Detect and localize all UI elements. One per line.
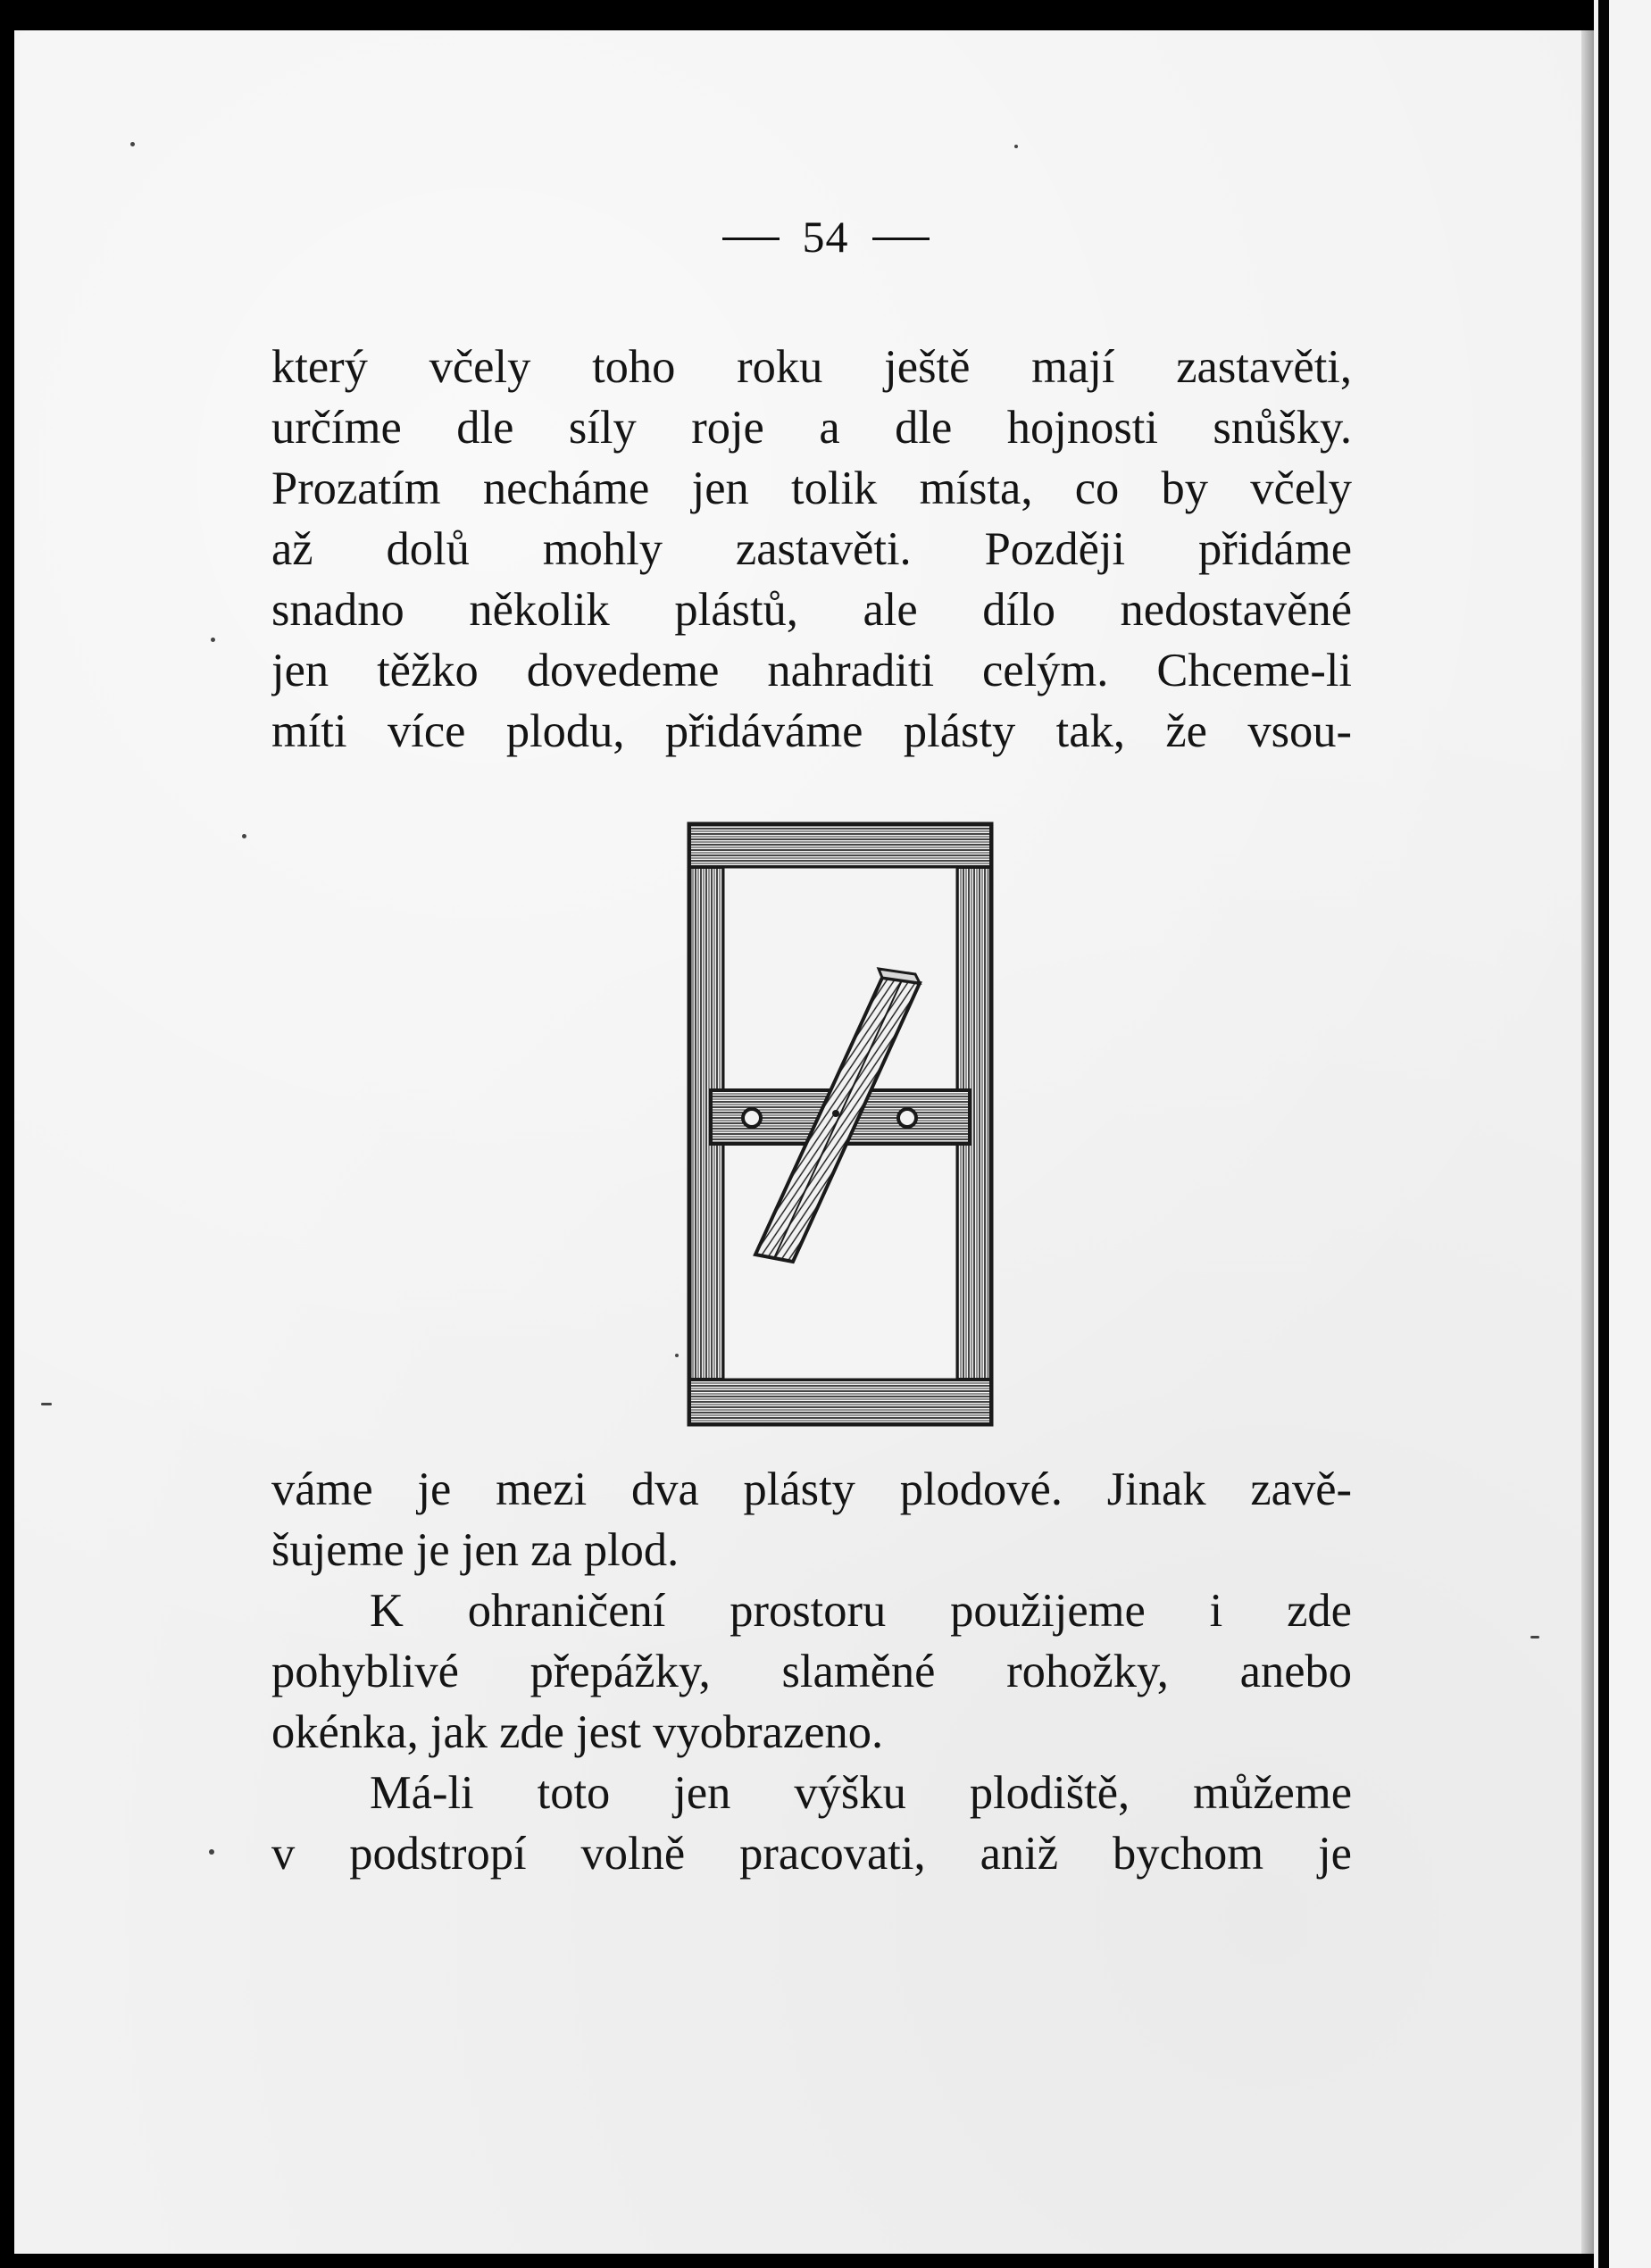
text-line: jen těžko dovedeme nahraditi celým. Chceme-li [271,645,1352,696]
text-line: Prozatím necháme jen tolik místa, co by včely [271,463,1352,514]
text-line: Má-li toto jen výšku plodiště, můžeme [370,1767,1352,1819]
frame-bottom-rail [689,1380,991,1424]
paper-speck [242,834,246,838]
page-number-value: 54 [802,212,849,262]
text-line: který včely toho roku ještě mají zastavěti, [271,341,1352,393]
binding-line [1598,0,1609,2268]
crossbar-peg-right [898,1109,916,1127]
text-line: váme je mezi dva plásty plodové. Jinak zavě- [271,1463,1352,1515]
paper-speck [209,1849,214,1855]
paragraph-bottom [271,1459,1352,1884]
paragraph-top [271,337,1352,762]
paper-speck [1014,145,1018,148]
frame-illustration [679,817,1000,1433]
upper-pane [723,867,957,1090]
text-line: určíme dle síly roje a dle hojnosti snůšky. [271,402,1352,454]
text-line: v podstropí volně pracovati, aniž bychom je [271,1828,1352,1880]
paper-speck [130,142,135,146]
text-line: pohyblivé přepážky, slaměné rohožky, anebo [271,1646,1352,1697]
lower-pane [723,1144,957,1380]
page-number [0,211,1651,263]
text-line: šujeme je jen za plod. [271,1524,680,1576]
text-line: snadno několik plástů, ale dílo nedostavěné [271,584,1352,636]
paper-speck [41,1403,52,1405]
text-line: míti více plodu, přidáváme plásty tak, že vsou- [271,705,1352,757]
text-line: okénka, jak zde jest vyobrazeno. [271,1706,884,1758]
page-number-dash-left [722,238,780,240]
crossbar-peg-left [743,1109,761,1127]
text-line: K ohraničení prostoru použijeme i zde [370,1585,1352,1637]
frame-top-rail [689,824,991,867]
paper-speck [211,638,215,642]
page-edge-shadow [1581,30,1594,2254]
page-number-dash-right [872,238,930,240]
text-line: až dolů mohly zastavěti. Později přidáme [271,523,1352,575]
paper-speck [1530,1636,1539,1638]
